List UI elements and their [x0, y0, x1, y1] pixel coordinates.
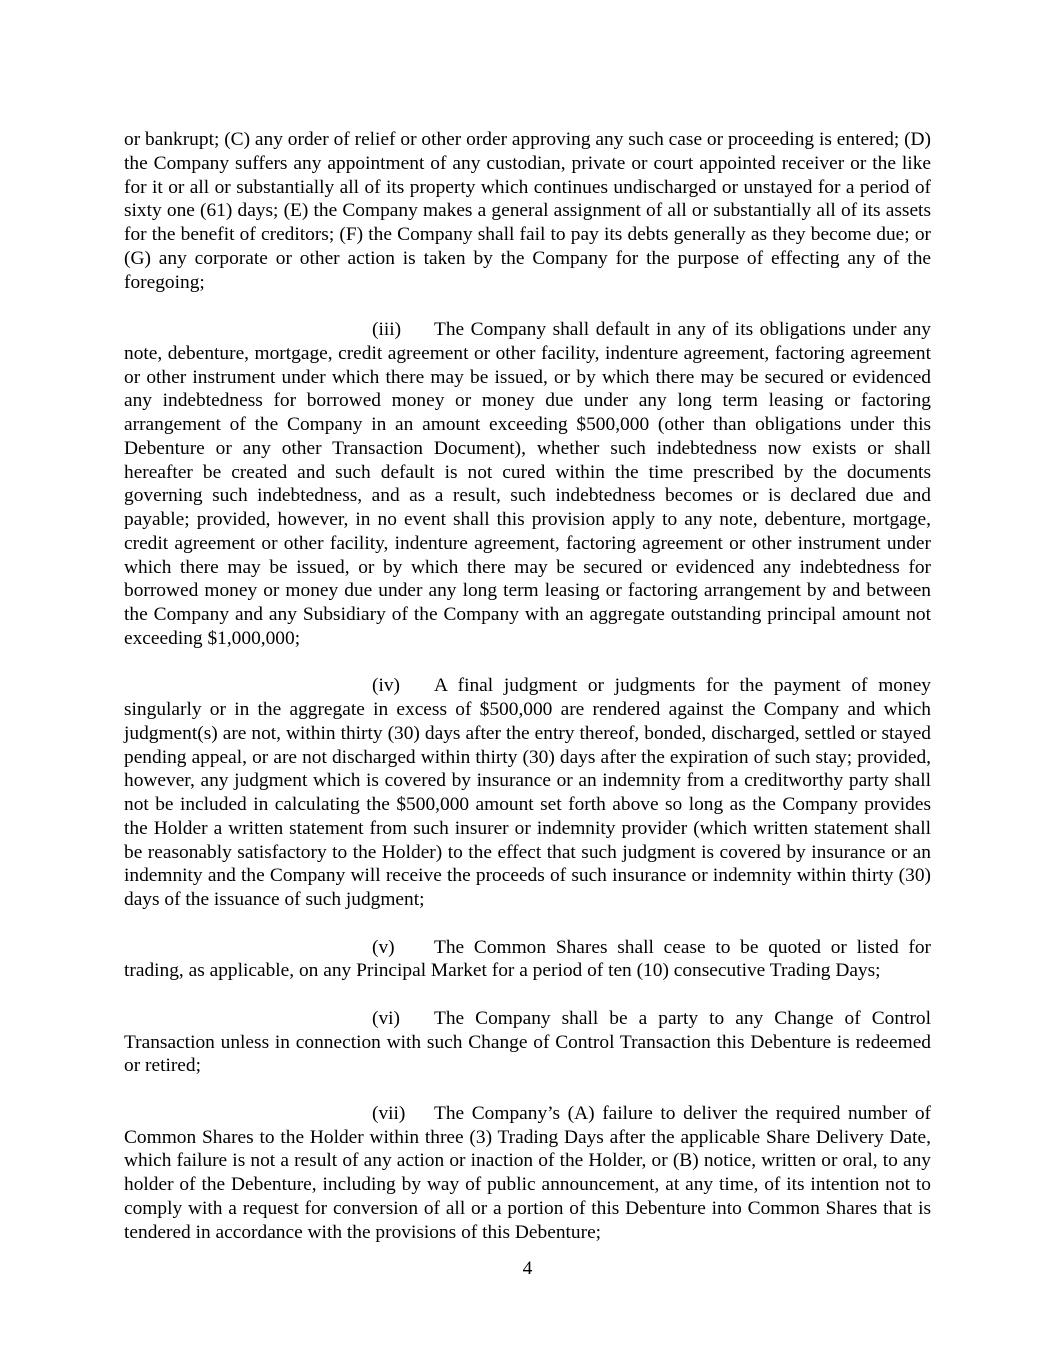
paragraph-vii: [124, 1102, 931, 1245]
paragraph-number: (iii): [372, 319, 402, 340]
page-number: 4: [522, 1258, 533, 1279]
paragraph-number: (vi): [372, 1007, 400, 1029]
paragraph-text: The Company’s (A) failure to deliver the required number of Common Shares to the Holder within three (3) Trading Days after the applicable Share Delivery Date, which failure is not a result of any action or inaction of the Holder, or (B) notice, written or oral, to any holder of the Debenture, including by way of public announcement, at any time, of its intention not to comply with a request for conversion of all or a portion of this Debenture into Common Shares that is tendered in accordance with the provisions of this Debenture;: [124, 1102, 931, 1243]
paragraph-text: A final judgment or judgments for the payment of money singularly or in the aggregate in excess of $500,000 are rendered against the Company and which judgment(s) are not, within thirty (30) days after the entry thereof, bonded, discharged, settled or stayed pending appeal, or are not discharged within thirty (30) days after the expiration of such stay; provided, however, any judgment which is covered by insurance or an indemnity from a creditworthy party shall not be included in calculating the $500,000 amount set forth above so long as the Company provides the Holder a written statement from such insurer or indemnity provider (which written statement shall be reasonably satisfactory to the Holder) to the effect that such judgment is covered by insurance or an indemnity and the Company will receive the proceeds of such insurance or indemnity within thirty (30) days of the issuance of such judgment;: [124, 675, 931, 910]
paragraph-iii: [124, 318, 931, 651]
paragraph-text: The Common Shares shall cease to be quoted or listed for trading, as applicable, on any Principal Market for a period of ten (10) consecutive Trading Days;: [124, 936, 931, 982]
paragraph-vi: [124, 1007, 931, 1078]
paragraph-number: (vii): [372, 1102, 406, 1124]
paragraph-v: [124, 936, 931, 984]
paragraph-text: The Company shall be a party to any Change of Control Transaction unless in connection with such Change of Control Transaction this Debenture is redeemed or retired;: [124, 1007, 931, 1077]
paragraph-number: (iv): [372, 675, 400, 697]
document-body: [124, 128, 931, 1244]
paragraph-text: The Company shall default in any of its obligations under any note, debenture, mortgage, credit agreement or other facility, indenture agreement, factoring agreement or other instrument under which there may be issued, or by which there may be secured or evidenced any indebtedness for borrowed money or money due under any long term leasing or factoring arrangement of the Company in an amount exceeding $500,000 (other than obligations under this Debenture or any other Transaction Document), whether such indebtedness now exists or shall hereafter be created and such default is not cured within the time prescribed by the documents governing such indebtedness, and as a result, such indebtedness becomes or is declared due and payable; provided, however, in no event shall this provision apply to any note, debenture, mortgage, credit agreement or other facility, indenture agreement, factoring agreement or other instrument under which there may be issued, or by which there may be secured or evidenced any indebtedness for borrowed money or money due under any long term leasing or factoring arrangement by and between the Company and any Subsidiary of the Company with an aggregate outstanding principal amount not exceeding $1,000,000;: [124, 319, 931, 649]
paragraph-iv: [124, 674, 931, 912]
paragraph-number: (v): [372, 936, 395, 958]
paragraph-continuation: [124, 128, 931, 294]
paragraph-text: or bankrupt; (C) any order of relief or other order approving any such case or proceeding is entered; (D) the Company suffers any appointment of any custodian, private or court appointed receiver or the like for it or all or substantially all of its property which continues undischarged or unstayed for a period of sixty one (61) days; (E) the Company makes a general assignment of all or substantially all of its assets for the benefit of creditors; (F) the Company shall fail to pay its debts generally as they become due; or (G) any corporate or other action is taken by the Company for the purpose of effecting any of the foregoing;: [124, 129, 931, 293]
